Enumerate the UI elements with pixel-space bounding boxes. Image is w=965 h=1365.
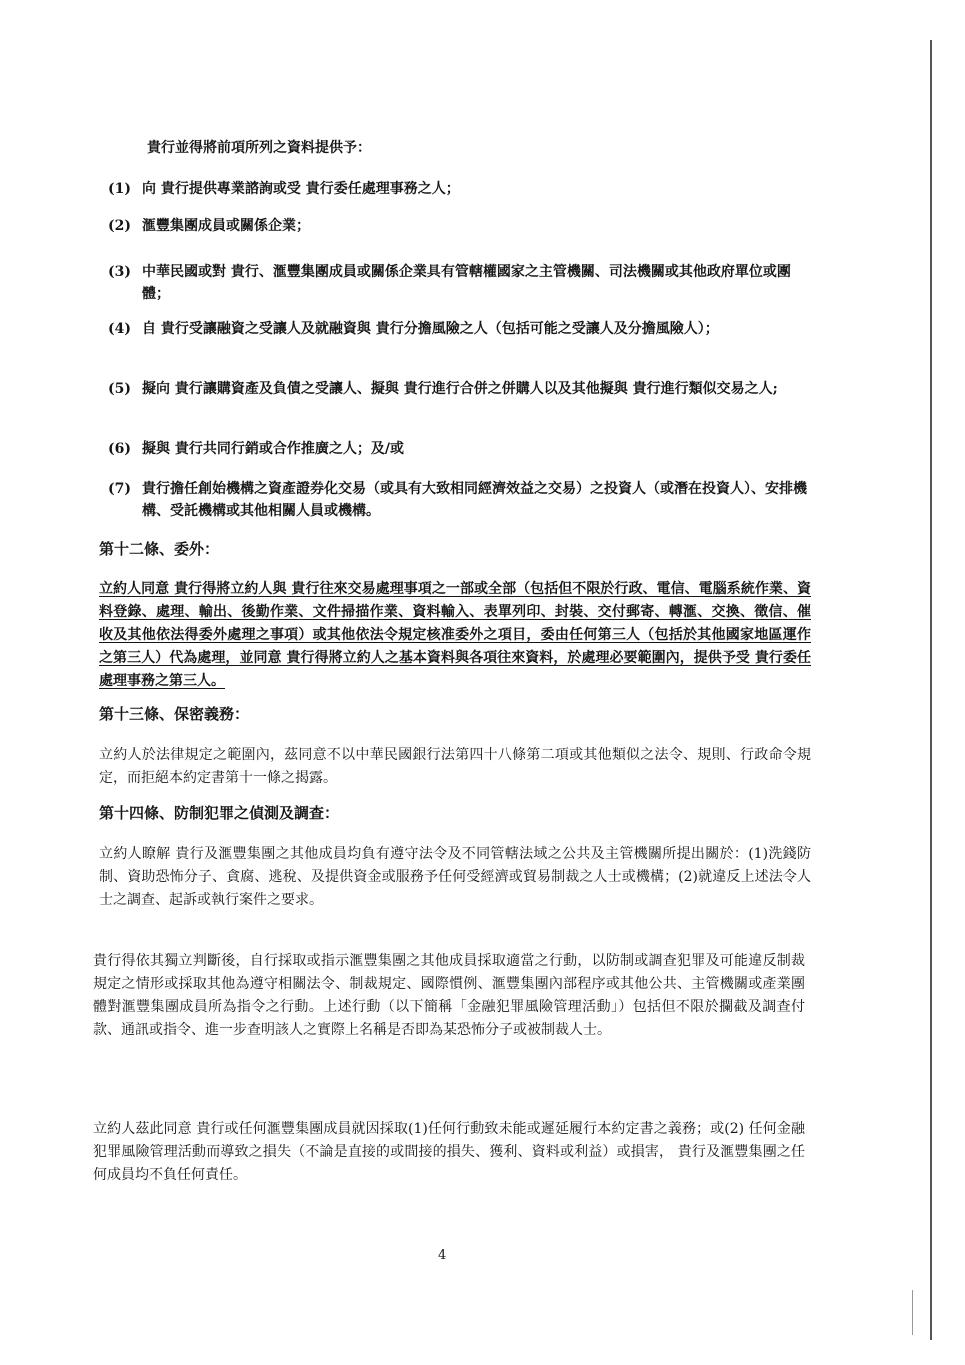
list-item-text: 擬向 貴行讓購資產及負債之受讓人、擬與 貴行進行合併之併購人以及其他擬與 貴行進行類似交易之人; <box>142 381 778 397</box>
list-item-number: (7) <box>108 481 131 497</box>
page-number: 4 <box>438 1248 447 1263</box>
section-13-heading: 第十三條、保密義務： <box>99 705 250 723</box>
list-item-text: 向 貴行提供專業諮詢或受 貴行委任處理事務之人； <box>142 181 460 197</box>
scan-edge-line <box>930 40 932 1340</box>
section-14-paragraph-3: 立約人茲此同意 貴行或任何滙豐集團成員就因採取(1)任何行動致未能或遲延履行本約定書之義務；或(2) 任何金融犯罪風險管理活動而導致之損失（不論是直接的或間接的損失、獲利、資料或利益）或損害， 貴行及滙豐集團之任何成員均不負任何責任。 <box>93 1121 805 1183</box>
list-item-number: (5) <box>108 381 131 397</box>
list-item-text: 中華民國或對 貴行、滙豐集團成員或關係企業具有管轄權國家之主管機關、司法機關或其他政府單位或團體； <box>142 264 791 302</box>
section-12-heading: 第十二條、委外： <box>99 540 220 558</box>
intro-text: 貴行並得將前項所列之資料提供予： <box>147 140 371 156</box>
section-14-paragraph-1: 立約人瞭解 貴行及滙豐集團之其他成員均負有遵守法令及不同管轄法域之公共及主管機關所提出關於：(1)洗錢防制、資助恐怖分子、貪腐、逃稅、及提供資金或服務予任何受經濟或貿易制裁之人士或機構；(2)就違反上述法令人士之調查、起訴或執行案件之要求。 <box>99 846 811 908</box>
section-14-paragraph-2: 貴行得依其獨立判斷後，自行採取或指示滙豐集團之其他成員採取適當之行動，以防制或調查犯罪及可能違反制裁規定之情形或採取其他為遵守相關法令、制裁規定、國際慣例、滙豐集團內部程序或其他公共、主管機關或產業團體對滙豐集團成員所為指令之行動。上述行動（以下簡稱「金融犯罪風險管理活動」）包括但不限於攔截及調查付款、通訊或指令、進一步查明該人之實際上名稱是否即為某恐怖分子或被制裁人士。 <box>93 953 805 1038</box>
section-12-body <box>99 578 811 693</box>
list-item-number: (1) <box>108 181 131 197</box>
list-item-number: (3) <box>108 264 131 280</box>
section-12-text: 立約人同意 貴行得將立約人與 貴行往來交易處理事項之一部或全部（包括但不限於行政、電信、電腦系統作業、資料登錄、處理、輸出、後勤作業、文件掃描作業、資料輸入、表單列印、封裝、交付郵寄、轉滙、交換、徵信、催收及其他依法得委外處理之事項）或其他依法令規定核准委外之項目，委由任何第三人（包括於其他國家地區運作之第三人）代為處理，並同意 貴行得將立約人之基本資料與各項往來資料，於處理必要範圍內，提供予受 貴行委任處理事務之第三人。 <box>99 581 811 689</box>
scan-edge-mark <box>912 1290 913 1335</box>
list-item-text: 擬與 貴行共同行銷或合作推廣之人；及/或 <box>142 441 404 457</box>
list-item-text: 滙豐集團成員或關係企業； <box>142 218 310 234</box>
section-13-body: 立約人於法律規定之範圍內，茲同意不以中華民國銀行法第四十八條第二項或其他類似之法令、規則、行政命令規定，而拒絕本約定書第十一條之揭露。 <box>99 747 811 786</box>
list-item-text: 自 貴行受讓融資之受讓人及就融資與 貴行分擔風險之人（包括可能之受讓人及分擔風險人）； <box>142 321 719 337</box>
list-item-number: (6) <box>108 441 131 457</box>
list-item-number: (4) <box>108 321 131 337</box>
list-item-number: (2) <box>108 218 131 234</box>
list-item-text: 貴行擔任創始機構之資產證券化交易（或具有大致相同經濟效益之交易）之投資人（或潛在投資人）、安排機構、受託機構或其他相關人員或機構。 <box>142 481 807 519</box>
section-14-heading: 第十四條、防制犯罪之偵測及調查： <box>99 804 340 822</box>
